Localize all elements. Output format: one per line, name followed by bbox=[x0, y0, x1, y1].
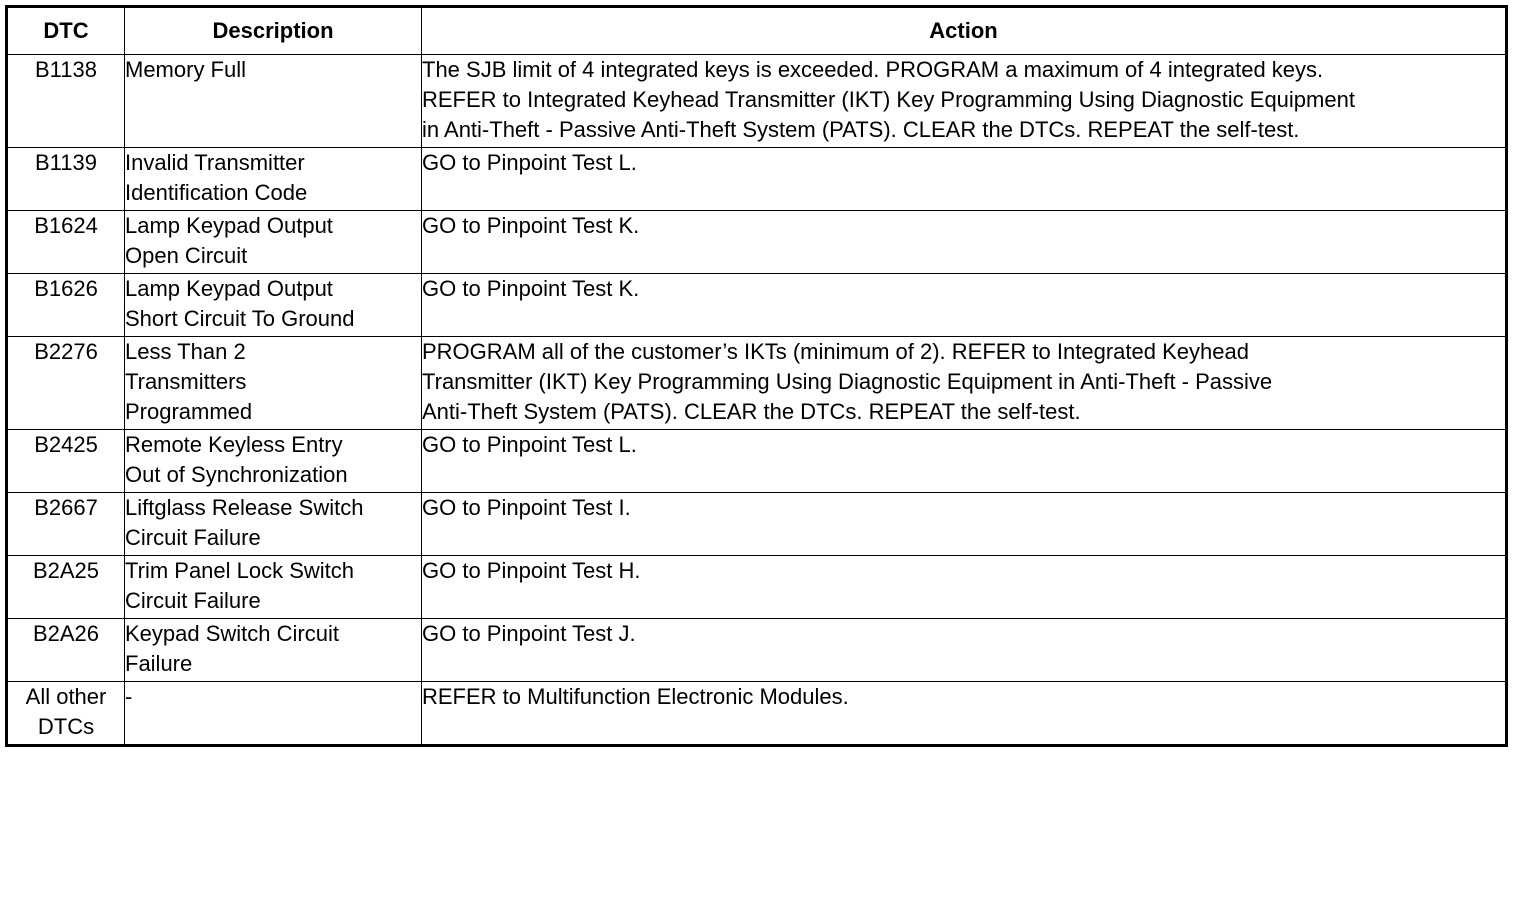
action-cell bbox=[422, 211, 1507, 274]
dtc-code-cell bbox=[7, 430, 125, 493]
table-row bbox=[7, 337, 1507, 430]
description-text: Lamp Keypad Output Open Circuit bbox=[125, 213, 333, 268]
dtc-code: B2667 bbox=[34, 495, 98, 520]
description-text: Memory Full bbox=[125, 57, 247, 82]
action-cell bbox=[422, 619, 1507, 682]
action-text: GO to Pinpoint Test H. bbox=[422, 558, 641, 583]
action-cell bbox=[422, 682, 1507, 746]
action-cell bbox=[422, 430, 1507, 493]
table-row bbox=[7, 148, 1507, 211]
description-cell bbox=[125, 337, 422, 430]
description-cell bbox=[125, 556, 422, 619]
table-row bbox=[7, 274, 1507, 337]
dtc-code: B1624 bbox=[34, 213, 98, 238]
description-text: Trim Panel Lock Switch Circuit Failure bbox=[125, 558, 355, 613]
description-text: - bbox=[125, 684, 133, 709]
dtc-code-cell bbox=[7, 493, 125, 556]
action-cell bbox=[422, 556, 1507, 619]
dtc-code: B2276 bbox=[34, 339, 98, 364]
dtc-code-cell bbox=[7, 211, 125, 274]
description-text: Invalid Transmitter Identification Code bbox=[125, 150, 308, 205]
dtc-code-cell bbox=[7, 274, 125, 337]
table-row bbox=[7, 430, 1507, 493]
description-text: Keypad Switch Circuit Failure bbox=[125, 621, 339, 676]
description-cell bbox=[125, 619, 422, 682]
description-cell bbox=[125, 430, 422, 493]
table-row bbox=[7, 556, 1507, 619]
action-cell bbox=[422, 493, 1507, 556]
header-dtc: DTC bbox=[7, 7, 125, 55]
description-text: Liftglass Release Switch Circuit Failure bbox=[125, 495, 364, 550]
table-row bbox=[7, 55, 1507, 148]
action-text: GO to Pinpoint Test J. bbox=[422, 621, 636, 646]
action-cell bbox=[422, 274, 1507, 337]
dtc-code-cell bbox=[7, 55, 125, 148]
description-text: Lamp Keypad Output Short Circuit To Ground bbox=[125, 276, 355, 331]
description-cell bbox=[125, 148, 422, 211]
header-action: Action bbox=[422, 7, 1507, 55]
dtc-code: B1626 bbox=[34, 276, 98, 301]
action-cell bbox=[422, 337, 1507, 430]
table-row bbox=[7, 619, 1507, 682]
action-text: PROGRAM all of the customer’s IKTs (minimum of 2). REFER to Integrated Keyhead Transmitter (IKT) Key Programming Using Diagnostic Equipment in Anti-Theft - Passive Anti-Theft System (PATS). CLEAR the DTCs. REPEAT the self-test. bbox=[422, 339, 1273, 424]
description-cell bbox=[125, 211, 422, 274]
table-row bbox=[7, 682, 1507, 746]
header-description: Description bbox=[125, 7, 422, 55]
dtc-code-cell bbox=[7, 619, 125, 682]
table-row bbox=[7, 493, 1507, 556]
description-cell bbox=[125, 682, 422, 746]
dtc-code: B2425 bbox=[34, 432, 98, 457]
description-text: Remote Keyless Entry Out of Synchronization bbox=[125, 432, 348, 487]
dtc-table bbox=[5, 5, 1508, 747]
table-row bbox=[7, 211, 1507, 274]
action-text: GO to Pinpoint Test L. bbox=[422, 432, 637, 457]
action-text: REFER to Multifunction Electronic Modules. bbox=[422, 684, 849, 709]
description-cell bbox=[125, 493, 422, 556]
dtc-code-cell bbox=[7, 556, 125, 619]
dtc-code: All other DTCs bbox=[25, 684, 107, 739]
dtc-code-cell bbox=[7, 682, 125, 746]
description-cell bbox=[125, 55, 422, 148]
action-text: The SJB limit of 4 integrated keys is exceeded. PROGRAM a maximum of 4 integrated keys. REFER to Integrated Keyhead Transmitter (IKT) Key Programming Using Diagnostic Equipment in Anti-Theft - Passive Anti-Theft System (PATS). CLEAR the DTCs. REPEAT the self-test. bbox=[422, 57, 1355, 142]
description-cell bbox=[125, 274, 422, 337]
dtc-code: B1138 bbox=[35, 57, 97, 82]
dtc-code: B1139 bbox=[35, 150, 97, 175]
dtc-code: B2A26 bbox=[32, 621, 100, 646]
action-cell bbox=[422, 55, 1507, 148]
action-text: GO to Pinpoint Test K. bbox=[422, 213, 640, 238]
action-text: GO to Pinpoint Test L. bbox=[422, 150, 637, 175]
dtc-code-cell bbox=[7, 337, 125, 430]
action-text: GO to Pinpoint Test K. bbox=[422, 276, 640, 301]
dtc-code: B2A25 bbox=[32, 558, 100, 583]
table-header-row bbox=[7, 7, 1507, 55]
description-text: Less Than 2 Transmitters Programmed bbox=[125, 339, 253, 424]
action-cell bbox=[422, 148, 1507, 211]
action-text: GO to Pinpoint Test I. bbox=[422, 495, 631, 520]
dtc-code-cell bbox=[7, 148, 125, 211]
